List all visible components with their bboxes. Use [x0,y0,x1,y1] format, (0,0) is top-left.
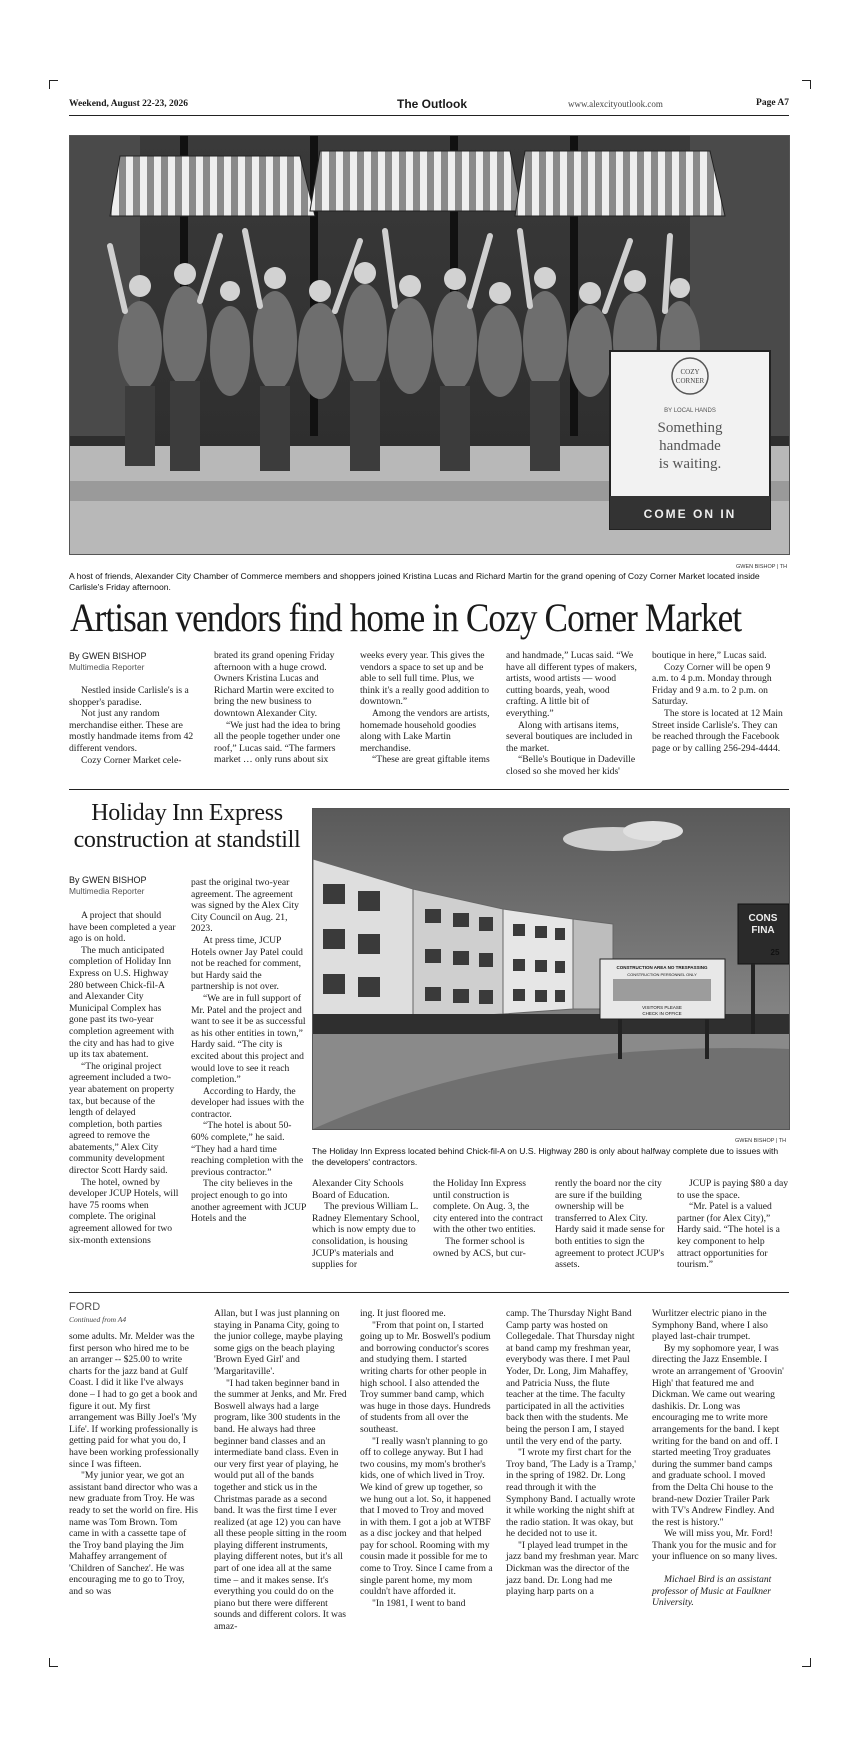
page-number: Page A7 [756,98,789,108]
byline-role: Multimedia Reporter [69,886,145,896]
story1-col-3: weeks every year. This gives the vendors a space to set up and be able to sell full time. Plus, we think it's a really good addition to downtown.” Among the vendors are artists, homemade household goodies along with Lake Martin merchandise. “These are great giftable items [360,650,490,766]
story2-col-3: Alexander City Schools Board of Education. The previous William L. Radney Elementary School, which is now empty due to consolidation, is housing JCUP's materials and supplies for [312,1178,420,1271]
byline-author: By GWEN BISHOP [69,875,147,885]
paper-name: The Outlook [397,97,467,111]
sign-line-2: handmade [659,438,721,454]
side-sign-mid: FINA [751,925,775,936]
construction-sign-line-1: CONSTRUCTION AREA NO TRESPASSING [616,965,708,970]
photo-credit-1: GWEN BISHOP | TH [736,564,788,570]
story2-col-2: past the original two-year agreement. The agreement was signed by the Alex City City Council on Aug. 21, 2023. At press time, JCUP Hotels owner Jay Patel could not be reached for comment, but Hardy said the partnership is not over. “We are in full support of Mr. Patel and the project and want to see it be as successful as his other entities in town,” Hardy said. “The city is excited about this project and would love to see it reach completion.” According to Hardy, the developer had issues with the contractor. “The hotel is about 50-60% complete,” he said. “They had a hard time reaching completion with the previous contractor.” The city believes in the project enough to go into another agreement with JCUP Hotels and the [191,877,307,1225]
side-sign-top: CONS [748,913,778,924]
story3-col-2: Allan, but I was just planning on staying in Panama City, going to the junior college, maybe playing some gigs on the beach playing 'Brown Eyed Girl' and 'Margaritaville'. "I had taken beginner band in the summer at Jenks, and Mr. Fred Boswell always had a large program, like 300 students in the band. He always had three beginner band classes and an intermediate band class. Even in our very first year of playing, he would put all of the bands together and stick us in the Christmas parade as a second band. It was the first time I ever realized (at age 12) you can have all these people sitting in the room playing different instruments, playing different notes, but it's all part of one idea all at the same time – and it makes sense. It's everything you could do on the piano but there were different sounds and different colors. It was amaz- [214,1308,347,1633]
page-header [69,97,789,113]
section-rule-2 [69,1292,789,1293]
side-sign-number: 25 [770,948,780,957]
story3-col-3: ing. It just floored me. "From that point on, I started going up to Mr. Boswell's podium and borrowing conductor's scores and studying them. I started writing charts for other people in high school. I also attended the Troy summer band camp, which was huge in those days. Hundreds of students from all over the southeast. "I really wasn't planning to go off to college anyway. But I had two cousins, my mom's brother's kids, one of which lived in Troy. We kind of grew up together, so we hung out a lot. So, it happened that I moved to Troy and moved in with them. I got a job at WTBF as a disc jockey and that helped pay for school. Rooming with my cousin made it possible for me to come to Troy. Since I came from a single parent home, my mom couldn't have afforded it. "In 1981, I went to band [360,1308,493,1609]
headline-holiday-inn: Holiday Inn Express construction at standstill [73,800,301,853]
sign-brand-bottom: CORNER [675,377,705,385]
crowd-illustration [70,136,789,554]
headline-cozy-corner: Artisan vendors find home in Cozy Corner Market [70,595,742,640]
story2-col-5: rently the board nor the city are sure if the building ownership will be transferred to Alex City. Hardy said it made sense for both entities to sign the agreement to protect JCUP's assets. [555,1178,665,1271]
crop-mark-top-right [802,80,811,89]
crop-mark-bottom-right [802,1658,811,1667]
story1-col-1: Nestled inside Carlisle's is a shopper's paradise. Not just any random merchandise either. These are mostly handmade items from 42 different vendors. Cozy Corner Market cele- [69,685,194,766]
section-rule-1 [69,789,789,790]
story3-col-5: Wurlitzer electric piano in the Symphony Band, where I also played last-chair trumpet. By my sophomore year, I was directing the Jazz Ensemble. I wrote an arrangement of 'Groovin' High' that featured me and Dickman. We came out wearing dashikis. Dr. Long was encouraging me to write more arrangements for the band. I kept writing for the band on and off. I started meeting Troy graduates during the summer band camps and graduate school. I moved from the Delta Chi house to the brand-new Dozier Trailer Park with TV's Andrew Findley. And the rest is history." We will miss you, Mr. Ford! Thank you for the music and for your influence on so many lives. Michael Bird is an assistant professor of Music at Faulkner University. [652,1308,786,1609]
photo-caption-1: A host of friends, Alexander City Chamber of Commerce members and shoppers joined Kristina Lucas and Richard Martin for the grand opening of Cozy Corner Market located inside Carlisle's Friday afternoon. [69,571,760,592]
construction-sign-line-3: VISITORS PLEASE [642,1005,682,1010]
byline-story-2 [69,875,209,897]
story2-col-6: JCUP is paying $80 a day to use the space. “Mr. Patel is a valued partner (for Alex City),” Hardy said. “The hotel is a key component to help attract opportunities for tourism.” [677,1178,789,1271]
crop-mark-bottom-left [49,1658,58,1667]
story1-col-2: brated its grand opening Friday afternoon with a huge crowd. Owners Kristina Lucas and Richard Martin were excited to bring the new business to downtown Alexander City. “We just had the idea to bring all the people together under one roof,” Lucas said. “The farmers market … only runs about six [214,650,341,766]
story1-col-4: and handmade,” Lucas said. “We have all different types of makers, artists, wood artists — wood cutting boards, yeah, wood crafting. A little bit of everything.” Along with artisans items, several boutiques are included in the market. “Belle's Boutique in Dadeville closed so she moved her kids' [506,650,637,777]
construction-sign-line-2: CONSTRUCTION PERSONNEL ONLY [627,972,697,977]
cozy-corner-photo [69,135,790,555]
sign-tagline: BY LOCAL HANDS [664,408,716,414]
story3-col-1: some adults. Mr. Melder was the first person who hired me to be an arranger -- $25.00 to write charts for the jazz band at Gulf Coast. I did it like I've always done – I had to go get a book and figure it out. My first arrangement was Billy Joel's 'My Life'. If working professionally is getting paid for what you do, I have been working professionally since I was fifteen. "My junior year, we got an assistant band director who was a new graduate from Troy. He was ready to set the world on fire. His name was Tom Brown. Tom came in with a cassette tape of the Troy band playing the Jim Mahaffey arrangement of 'Children of Sanchez'. He was encouraging me to go to Troy, and so was [69,1331,199,1598]
byline-role: Multimedia Reporter [69,662,145,672]
crop-mark-top-left [49,80,58,89]
sign-line-1: Something [657,420,723,436]
sign-brand-top: COZY [680,368,700,376]
story3-label: FORD [69,1301,101,1313]
photo-credit-2: GWEN BISHOP | TH [735,1138,787,1144]
story1-col-5: boutique in here,” Lucas said. Cozy Corner will be open 9 a.m. to 4 p.m. Monday through Friday and 9 a.m. to 2 p.m. on Saturday. The store is located at 12 Main Street inside Carlisle's. They can be reached through the Facebook page or by calling 256-294-4444. [652,650,783,754]
sign-cta: COME ON IN [643,507,737,521]
paper-url: www.alexcityoutlook.com [568,99,663,109]
story2-col-1: A project that should have been completed a year ago is on hold. The much anticipated completion of Holiday Inn Express on U.S. Highway 280 between Chick-fil-A and Alexander City Municipal Complex has gone past its two-year completion agreement with the city and has had to give up its tax abatement. “The original project agreement included a two-year abatement on property tax, but because of the length of delayed completion, both parties agreed to remove the abatements,” Alex City community development director Scott Hardy said. The hotel, owned by developer JCUP Hotels, will have 75 rooms when complete. The original agreement allowed for two six-month extensions [69,910,179,1246]
story3-col-4: camp. The Thursday Night Band Camp party was hosted on Collegedale. That Thursday night at band camp my freshman year, everybody was there. I met Paul Yoder, Dr. Long, Jim Mahaffey, and Patricia Nuss, the flute teacher at the time. The faculty participated in all the activities back then with the students. Me being the person I am, I stayed until the very end of the party. "I wrote my first chart for the Troy band, 'The Lady is a Tramp,' in the spring of 1982. Dr. Long read through it with the Symphony Band. I actually wrote it while working the night shift at the radio station. It was okay, but he decided not to use it. "I played lead trumpet in the jazz band my freshman year. Marc Dickman was the director of the jazz band. Dr. Long had me playing harp parts on a [506,1308,639,1598]
author-bio: Michael Bird is an assistant professor of Music at Faulkner University. [652,1574,772,1609]
construction-sign-line-4: CHECK IN OFFICE [642,1011,682,1016]
header-rule [69,115,789,116]
story2-col-4: the Holiday Inn Express until construction is complete. On Aug. 3, the city entered into the contract with the other two entities. The former school is owned by ACS, but cur- [433,1178,543,1259]
byline-author: By GWEN BISHOP [69,651,147,661]
holiday-inn-photo [312,808,790,1130]
hotel-illustration [313,809,789,1129]
byline-story-1 [69,651,209,673]
issue-date: Weekend, August 22-23, 2026 [69,99,189,109]
photo-caption-2: The Holiday Inn Express located behind Chick-fil-A on U.S. Highway 280 is only about halfway complete due to issues with the developers' contractors. [312,1146,779,1167]
sign-line-3: is waiting. [658,456,722,472]
story3-continued: Continued from A4 [69,1315,127,1324]
